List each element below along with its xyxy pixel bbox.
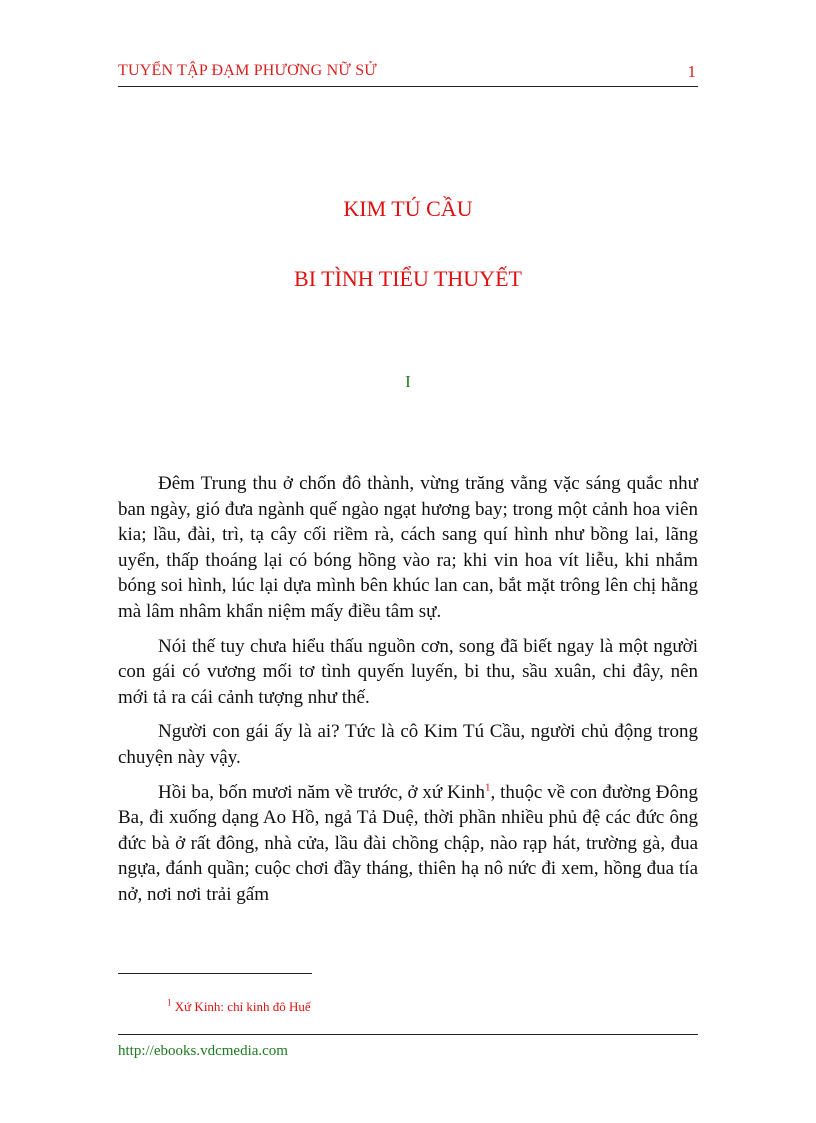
footer-divider [118,1034,698,1035]
footer-url-link[interactable]: http://ebooks.vdcmedia.com [118,1043,288,1059]
page-header [118,62,698,87]
paragraph: Người con gái ấy là ai? Tức là cô Kim Tú Cầu, người chủ động trong chuyện này vậy. [118,721,698,768]
book-subtitle: BI TÌNH TIỂU THUYẾT [294,266,522,291]
paragraph [118,780,698,908]
paragraph: Đêm Trung thu ở chốn đô thành, vừng trăng vằng vặc sáng quắc như ban ngày, gió đưa ngành quế ngào ngạt hương bay; trong một cảnh hoa viên kia; lầu, đài, trì, tạ cây cối riềm rà, cách sang quí hình như bồng lai, lãng uyển, thấp thoáng lại có bóng hồng vào ra; khi vin hoa vít liễu, khi nhắm bóng soi hình, lúc lại dựa mình bên khúc lan can, bắt mặt trông lên chị hằng mà lâm nhâm khẩn niệm mấy điều tâm sự. [118,473,698,622]
body-text [118,471,698,917]
paragraph-text-before-note: Hồi ba, bốn mươi năm về trước, ở xứ Kinh [158,781,486,803]
footnote-reference[interactable]: 1 [485,781,491,794]
footnote-text: Xứ Kinh: chỉ kinh đô Huế [174,999,311,1014]
chapter-number: I [405,372,411,391]
book-title: KIM TÚ CẦU [343,196,473,221]
page-number: 1 [687,62,696,81]
footnote-divider [118,973,312,974]
footnote-mark: 1 [167,997,172,1008]
header-title: TUYỂN TẬP ĐẠM PHƯƠNG NỮ SỬ [118,62,377,79]
paragraph-text-after-note: , thuộc về con đường Đông Ba, đi xuống dạng Ao Hồ, ngả Tả Duệ, thời phần nhiều phủ đệ các đức ông đức bà ở rất đông, nhà cửa, lầu đài chồng chập, nào rạp hát, trường gà, đua ngựa, đánh quần; cuộc chơi đầy tháng, thiên hạ nô nức đi xem, hồng đua tía nở, nơi nơi trải gấm [118,781,698,905]
footnote [167,999,311,1015]
paragraph: Nói thế tuy chưa hiểu thấu nguồn cơn, song đã biết ngay là một người con gái có vương mối tơ tình quyến luyến, bi thu, sầu xuân, chi đây, nên mới tả ra cái cảnh tượng như thế. [118,635,698,708]
